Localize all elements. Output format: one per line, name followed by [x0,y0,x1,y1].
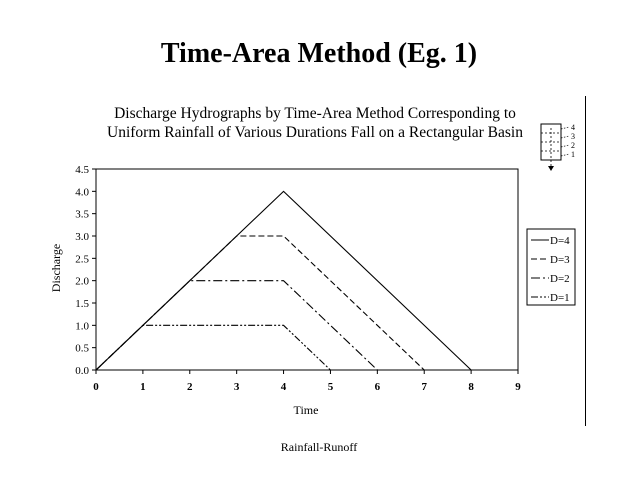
plot-frame [96,169,518,370]
legend [527,229,575,305]
y-tick-label: 2.0 [75,275,89,288]
x-axis [93,370,521,393]
y-axis [75,164,96,377]
legend-label: D=1 [550,292,570,304]
series-line-d3 [96,236,424,370]
y-tick-label: 0.0 [75,365,89,377]
y-tick-label: 1.5 [75,298,89,310]
chart-title-line-2: Uniform Rainfall of Various Durations Fall on a Rectangular Basin [107,124,523,141]
chart-title-line-1: Discharge Hydrographs by Time-Area Method Corresponding to [114,105,516,122]
y-tick-label: 4.5 [75,164,89,176]
x-tick-label: 7 [421,381,427,393]
x-tick-label: 8 [468,381,474,393]
x-tick-label: 3 [233,381,240,393]
y-tick-label: 2.5 [75,253,89,266]
y-tick-label: 0.5 [75,342,89,355]
series-layer [96,191,471,370]
zone-leader-line [561,127,569,129]
zone-leader-line [561,136,569,138]
slide-title: Time-Area Method (Eg. 1) [160,38,478,69]
legend-label: D=4 [550,235,570,247]
outlet-arrow-icon [548,166,554,171]
plot-border [96,169,518,370]
x-tick-label: 0 [93,381,99,393]
basin-inset-diagram [541,123,575,171]
x-tick-label: 1 [140,381,146,393]
y-axis-title: Discharge [49,243,63,293]
legend-label: D=3 [550,254,570,266]
zone-label: 2 [571,141,575,150]
y-tick-label: 1.0 [75,320,89,333]
legend-label: D=2 [550,273,570,285]
series-line-d1 [96,325,330,370]
x-axis-title: Time [293,403,319,417]
x-tick-label: 5 [327,381,334,393]
zone-leader-line [561,145,569,147]
y-tick-label: 4.0 [75,186,89,199]
y-tick-label: 3.0 [75,231,89,243]
x-tick-label: 9 [515,381,521,393]
footer-text: Rainfall-Runoff [280,440,358,454]
zone-label: 3 [571,132,575,141]
x-tick-label: 6 [374,381,381,393]
zone-leader-line [561,154,569,156]
x-tick-label: 4 [280,381,287,393]
y-tick-label: 3.5 [75,208,89,221]
zone-label: 4 [571,123,575,132]
zone-label: 1 [571,150,575,159]
x-tick-label: 2 [187,381,193,393]
